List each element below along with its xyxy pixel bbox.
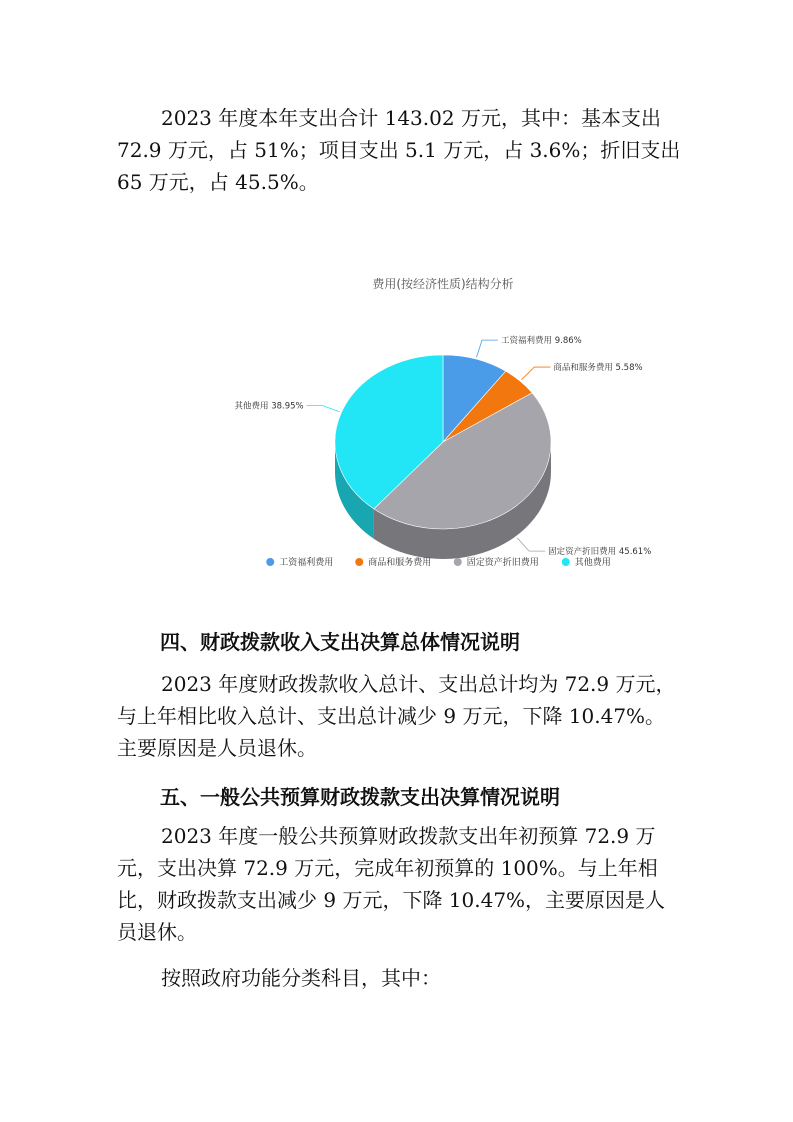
legend-marker [562, 558, 570, 566]
expense-pie-chart [200, 262, 660, 582]
section5-line: 员退休。 [117, 920, 197, 944]
section5-line: 比，财政拨款支出减少 9 万元，下降 10.47%，主要原因是人 [117, 888, 666, 912]
slice-3-leader-line [307, 406, 340, 412]
section5-closing [117, 962, 677, 994]
slice-2-leader-line [517, 538, 545, 551]
section5-paragraph [117, 820, 677, 948]
intro-line: 72.9 万元，占 51%；项目支出 5.1 万元，占 3.6%；折旧支出 [117, 138, 681, 162]
section5-heading: 五、一般公共预算财政拨款支出决算情况说明 [160, 785, 560, 809]
intro-line: 2023 年度本年支出合计 143.02 万元，其中：基本支出 [161, 106, 661, 130]
legend-label: 商品和服务费用 [368, 558, 432, 568]
section5-line: 2023 年度一般公共预算财政拨款支出年初预算 72.9 万 [161, 824, 656, 848]
closing-line: 按照政府功能分类科目，其中： [161, 966, 441, 990]
slice-0-leader-line [477, 340, 498, 357]
slice-2-label: 固定资产折旧费用 45.61% [548, 547, 652, 558]
legend-marker [454, 558, 462, 566]
slice-1-leader-line [522, 367, 551, 380]
slice-0-label: 工资福利费用 9.86% [501, 336, 582, 347]
section4-heading: 四、财政拨款收入支出决算总体情况说明 [160, 630, 520, 654]
section4-paragraph [117, 668, 677, 764]
intro-line: 65 万元，占 45.5%。 [117, 170, 319, 194]
section4-line: 主要原因是人员退休。 [117, 736, 317, 760]
legend-marker [355, 558, 363, 566]
section5-line: 元，支出决算 72.9 万元，完成年初预算的 100%。与上年相 [117, 856, 658, 880]
chart-title: 费用(按经济性质)结构分析 [372, 277, 514, 291]
intro-paragraph [117, 102, 681, 198]
section4-line: 与上年相比收入总计、支出总计减少 9 万元，下降 10.47%。 [117, 704, 666, 728]
legend-label: 工资福利费用 [279, 558, 334, 568]
legend-marker [266, 558, 274, 566]
slice-1-label: 商品和服务费用 5.58% [553, 363, 643, 374]
legend-label: 其他费用 [574, 558, 611, 568]
pie-group [235, 335, 652, 559]
section4-line: 2023 年度财政拨款收入总计、支出总计均为 72.9 万元， [161, 672, 676, 696]
slice-3-label: 其他费用 38.95% [234, 401, 304, 412]
legend-label: 固定资产折旧费用 [466, 558, 539, 568]
